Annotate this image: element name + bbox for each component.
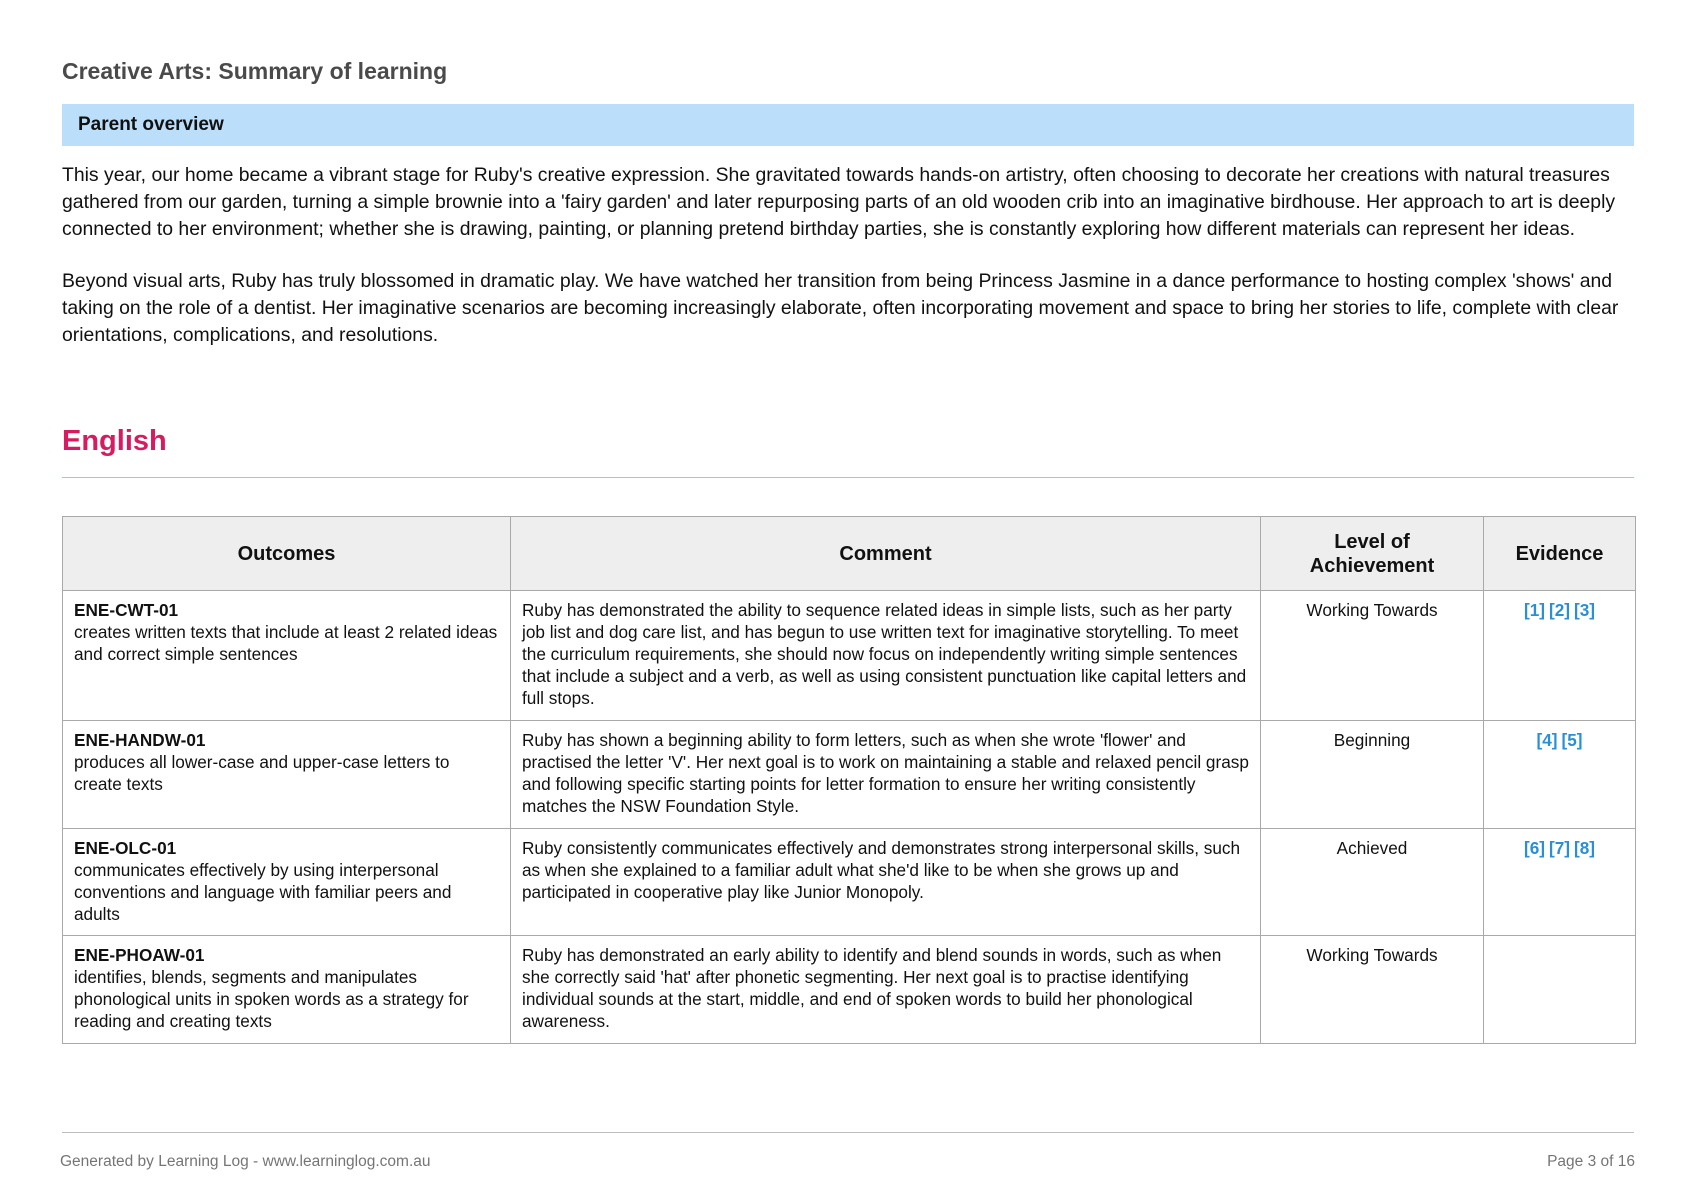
- level-cell: Working Towards: [1261, 591, 1484, 721]
- parent-overview-text: [62, 162, 1637, 374]
- comment-cell: Ruby has shown a beginning ability to form letters, such as when she wrote 'flower' and practised the letter 'V'. Her next goal is to work on maintaining a stable and relaxed pencil grasp and following specific starting points for letter formation to ensure her writing consistently matches the NSW Foundation Style.: [511, 721, 1261, 829]
- table-row: [63, 591, 1636, 721]
- level-cell: Working Towards: [1261, 936, 1484, 1044]
- evidence-cell: [1484, 591, 1636, 721]
- outcome-code: ENE-OLC-01: [74, 838, 177, 858]
- outcome-code: ENE-PHOAW-01: [74, 945, 205, 965]
- footer-page-number: Page 3 of 16: [1547, 1153, 1635, 1170]
- outcomes-table: [62, 516, 1636, 1044]
- level-cell: Achieved: [1261, 829, 1484, 936]
- outcome-cell: [63, 829, 511, 936]
- table-row: [63, 721, 1636, 829]
- comment-cell: Ruby has demonstrated the ability to sequence related ideas in simple lists, such as her party job list and dog care list, and has begun to use written text for imaginative storytelling. To meet the curriculum requirements, she should now focus on independently writing simple sentences that include a subject and a verb, as well as using consistent punctuation like capital letters and full stops.: [511, 591, 1261, 721]
- table-row: [63, 829, 1636, 936]
- outcome-cell: [63, 591, 511, 721]
- outcome-description: produces all lower-case and upper-case letters to create texts: [74, 752, 450, 794]
- parent-overview-bar: [62, 104, 1634, 146]
- evidence-cell: [1484, 936, 1636, 1044]
- evidence-link[interactable]: [3]: [1574, 600, 1596, 620]
- outcome-cell: [63, 721, 511, 829]
- header-level-of-achievement: Level of Achievement: [1261, 517, 1484, 591]
- evidence-link[interactable]: [7]: [1548, 838, 1570, 858]
- evidence-link[interactable]: [1]: [1523, 600, 1545, 620]
- outcome-description: creates written texts that include at least 2 related ideas and correct simple sentences: [74, 622, 498, 664]
- evidence-cell: [1484, 721, 1636, 829]
- evidence-link[interactable]: [2]: [1548, 600, 1570, 620]
- footer-divider: [62, 1132, 1634, 1133]
- section-title: Creative Arts: Summary of learning: [62, 58, 448, 84]
- header-outcomes: Outcomes: [63, 517, 511, 591]
- outcome-description: identifies, blends, segments and manipulates phonological units in spoken words as a strategy for reading and creating texts: [74, 967, 469, 1031]
- comment-cell: Ruby consistently communicates effectively and demonstrates strong interpersonal skills, such as when she explained to a familiar adult what she'd like to be when she grows up and participated in cooperative play like Junior Monopoly.: [511, 829, 1261, 936]
- outcome-code: ENE-CWT-01: [74, 600, 179, 620]
- table-header-row: [63, 517, 1636, 591]
- outcome-cell: [63, 936, 511, 1044]
- header-comment: Comment: [511, 517, 1261, 591]
- header-evidence: Evidence: [1484, 517, 1636, 591]
- footer-generated-by: Generated by Learning Log - www.learninglog.com.au: [60, 1153, 431, 1170]
- level-cell: Beginning: [1261, 721, 1484, 829]
- overview-paragraph: Beyond visual arts, Ruby has truly blossomed in dramatic play. We have watched her transition from being Princess Jasmine in a dance performance to hosting complex 'shows' and taking on the role of a dentist. Her imaginative scenarios are becoming increasingly elaborate, often incorporating movement and space to bring her stories to life, complete with clear orientations, complications, and resolutions.: [62, 270, 1619, 346]
- evidence-link[interactable]: [4]: [1536, 730, 1558, 750]
- subject-heading: English: [62, 425, 167, 457]
- evidence-cell: [1484, 829, 1636, 936]
- evidence-link[interactable]: [5]: [1561, 730, 1583, 750]
- table-row: [63, 936, 1636, 1044]
- parent-overview-heading: Parent overview: [78, 114, 224, 135]
- outcome-description: communicates effectively by using interpersonal conventions and language with familiar peers and adults: [74, 860, 452, 924]
- evidence-link[interactable]: [6]: [1523, 838, 1545, 858]
- evidence-link[interactable]: [8]: [1574, 838, 1596, 858]
- outcome-code: ENE-HANDW-01: [74, 730, 206, 750]
- subject-divider: [62, 477, 1634, 478]
- comment-cell: Ruby has demonstrated an early ability to identify and blend sounds in words, such as when she correctly said 'hat' after phonetic segmenting. Her next goal is to practise identifying individual sounds at the start, middle, and end of spoken words to build her phonological awareness.: [511, 936, 1261, 1044]
- overview-paragraph: This year, our home became a vibrant stage for Ruby's creative expression. She gravitated towards hands-on artistry, often choosing to decorate her creations with natural treasures gathered from our garden, turning a simple brownie into a 'fairy garden' and later repurposing parts of an old wooden crib into an imaginative birdhouse. Her approach to art is deeply connected to her environment; whether she is drawing, painting, or planning pretend birthday parties, she is constantly exploring how different materials can represent her ideas.: [62, 164, 1616, 240]
